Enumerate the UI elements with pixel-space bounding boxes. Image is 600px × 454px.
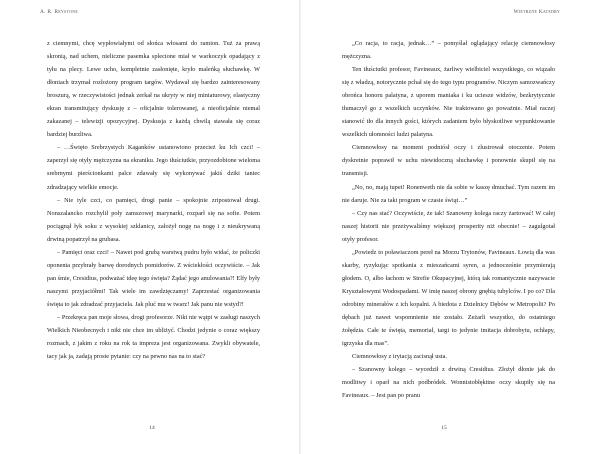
running-head-author: A. R. Reystone	[40, 9, 79, 15]
paragraph: Ten tłuściutki profesor, Favineaux, żarliwy wielbiciel wszystkiego, co wiązało się z władzą, notorycznie pchał się do tego typu programów. Niczym samozwańczy obrońca honoru palatyna, z uporem maniaka i ku uciesze widzów, bezkrytycznie tłumaczył go z wszelkich uczynków. Nie traktowano go poważnie. Miał raczej stanowić tło dla innych gości, których zadaniem było błyskotliwe wypunktowanie wszelkich ułomności ludzi palatyna.	[342, 66, 555, 139]
paragraph: – Przekręca pan moje słowa, drogi profesorze. Nikt nie wątpi w zasługi naszych Wielkich Nieobecnych i nikt nie chce im ubliżyć. Chodzi jedynie o coraz większy rozmach, z jakim z roku na rok ta impreza jest organizowana. Zwykli obywatele, tacy jak ja, zadają proste pytanie: czy na pewno nas na to stać?	[47, 313, 260, 361]
left-page-body	[47, 37, 260, 363]
paragraph: Ciemnowłosy z irytacją zacisnął usta.	[352, 353, 447, 361]
paragraph: – Szanowny kolego – wycedził z drwiną Cresidius. Złożył dłonie jak do modlitwy i oparł na nich podbródek. Wonnistobłękitne oczy skupiły się na Favineaux. – Jest pan po pranu	[342, 366, 555, 400]
paragraph: „No, no, mają tupet! Ronenweth nie da sobie w kaszę dmuchać. Tym razem im nie daruje. Nie za taki program w czasie świąt…”	[342, 183, 555, 204]
paragraph: – Pamięci oraz czci! – Nawet pod grubą warstwą pudru było widać, że policzki oponenta przybrały barwę dorodnych pomidorów. Z wściekłości oczywiście. – Jak pan śmie, Cresidius, podważać ideę tego święta? Żądać jego anulowania?! Elfy były naszymi przyjaciółmi! Tak wiele im zawdzięczamy! Zaprzestać organizowania święta to jak zdradzać przyjaciela. Jak pluć mu w twarz! Jak panu nie wstyd?!	[47, 248, 260, 308]
page-number-left: 14	[149, 425, 155, 431]
paragraph: Ciemnowłosy na moment podniósł oczy i zlustrował otoczenie. Potem dyskretnie poprawił w uchu niewidoczną słuchawkę i ponownie skupił się na transmisji.	[342, 144, 555, 178]
paragraph: „Powiedz to poławiaczom pereł na Morzu Trytonów, Favineaux. Łowią dla was skarby, ryzykując spotkania z mieszańcami syren, a jednocześnie przymierają głodem. O, albo łachom w Strefie Okupacyjnej, którą tak romantycznie nazywacie Kryształowymi Wodospadami. W imię naszej obrony gnębią tubylców. I po co? Dla odrobiny minerałów z ich kopalni. A biedota z Dzielnicy Dębów w Metropolii? Po dębach już nawet wspomnienie nie zostało. Zeżarli wszystko, do ostatniego żołędzia. Całe te święta, memoriał, targi to jedynie imitacja dobrobytu, ochłapy, igrzyska dla mas”.	[342, 248, 555, 348]
right-page	[300, 0, 600, 454]
paragraph: – Czy nas stać? Oczywiście, że tak! Szanowny kolega raczy żartować! W całej naszej historii nie przeżywaliśmy większej prosperity niż obecnie! – zagulgotał otyły profesor.	[342, 209, 555, 243]
right-page-body	[342, 37, 555, 402]
paragraph: – …Święto Srebrzystych Kaganków ustanowiono przecież ku Ich czci! – zaperzył się otyły mężczyzna na ekraniku. Jego tłuściutkie, przyozdobione wieloma srebrnymi pierścionkami palce zdawały się wykonywać jakiś dziki taniec zdradzający wielkie emocje.	[47, 144, 260, 191]
page-number-right: 15	[441, 425, 447, 431]
paragraph: z ciemnymi, chcę wypłowiałymi od słońca włosami do ramion. Tuż za prawą skronią, nad uchem, nieliczne pasemka splecione miał w warkoczyk opadający z tyłu na plecy. Lewe ucho, kompletnie zasłonięte, kryło maleńką słuchawkę. W dłoniach trzymał rozłożony program targów. Wydawał się bardzo zainteresowany broszurą, w rzeczywistości jednak zerkał na ukryty w niej miniaturowy, elastyczny ekran transmitujący dyskusję z – oficjalnie tolerowanej, a nieoficjalnie niemal zakazanej – telewizji opozycyjnej. Dyskusja z każdą chwilą stawała się coraz bardziej burzliwa.	[47, 40, 260, 139]
paragraph: – Nie tyle czci, co pamięci, drogi panie – spokojnie zripostował drugi. Nonszalancko rozchylił poły zamszowej marynarki, rozparł się na sofie. Potem pociągnął łyk soku z wysokiej szklanicy, założył nogę na nogę i z nieukrywaną drwiną popatrzył na grubasa.	[47, 196, 260, 243]
running-head-title: Wietrzne Katedry	[513, 9, 560, 15]
paragraph: „Co racja, to racja, jednak…” – pomyślał oglądający relację ciemnowłosy mężczyzna.	[342, 40, 555, 61]
